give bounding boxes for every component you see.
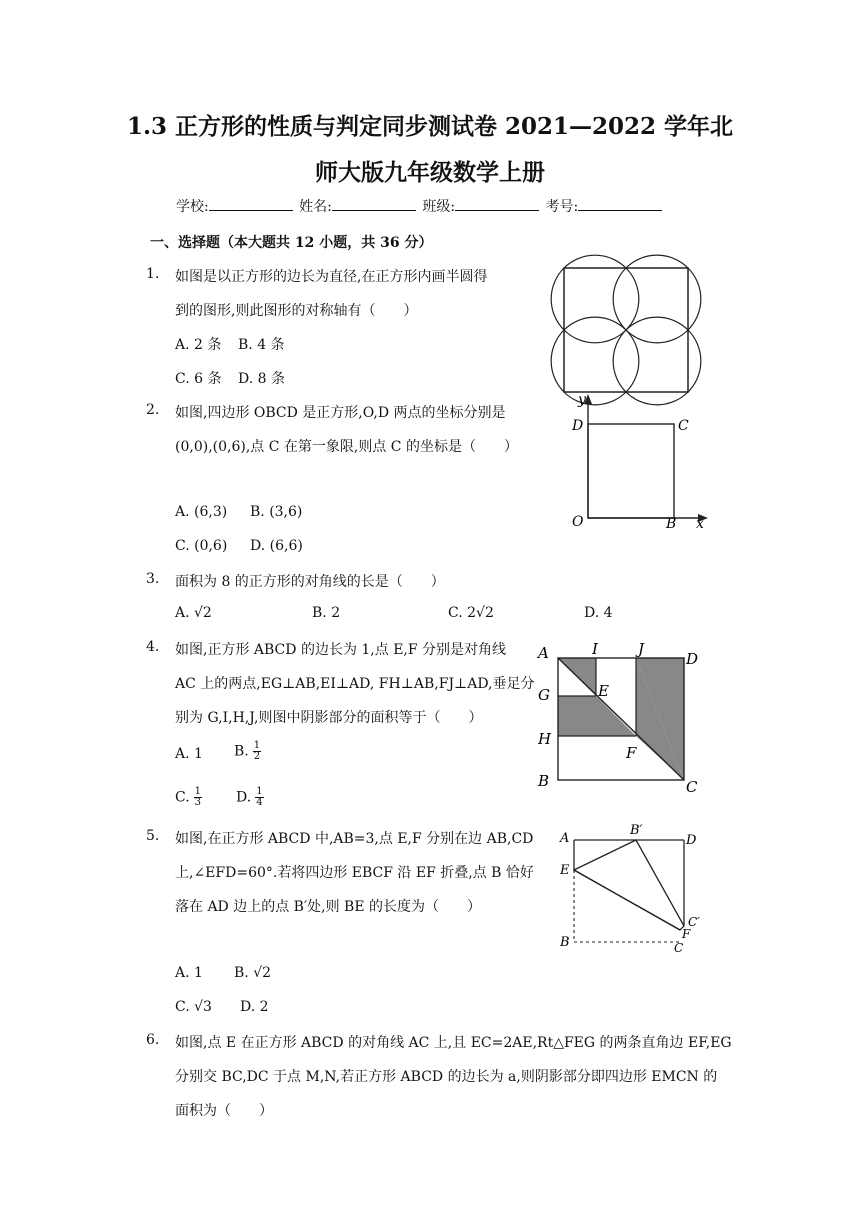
- q4-label-j: J: [638, 640, 645, 658]
- class-blank[interactable]: [455, 198, 539, 211]
- q1-option-c[interactable]: C. 6 条: [175, 371, 222, 387]
- q4-figure-shaded-square: [534, 640, 706, 796]
- student-info-row: [176, 196, 664, 216]
- section-heading: 一、选择题（本大题共 12 小题，共 36 分）: [150, 235, 433, 251]
- school-label: 学校:: [176, 199, 209, 215]
- q5-label-a: A: [560, 831, 570, 846]
- q2-label-b: B: [666, 516, 677, 532]
- q4-label-i: I: [592, 640, 598, 658]
- q4-option-a[interactable]: A. 1: [175, 746, 203, 762]
- q1-number: 1.: [146, 266, 160, 282]
- q2-label-d: D: [572, 418, 584, 434]
- q4-option-d-fraction: $\frac{1}{4}$: [256, 786, 263, 808]
- q4-option-b-letter: B.: [234, 743, 249, 760]
- q2-option-d[interactable]: D. (6,6): [250, 538, 303, 554]
- q4-label-g: G: [538, 686, 550, 704]
- q2-option-c[interactable]: C. (0,6): [175, 538, 228, 554]
- q4-option-c[interactable]: [175, 787, 202, 808]
- q4-option-d-letter: D.: [236, 789, 252, 806]
- q5-option-b[interactable]: [234, 965, 271, 981]
- exam-no-blank[interactable]: [578, 198, 662, 211]
- q5-option-b-value: √2: [253, 965, 272, 981]
- q4-option-b[interactable]: [234, 741, 261, 762]
- q4-label-f: F: [626, 744, 637, 762]
- q4-option-c-fraction: $\frac{1}{3}$: [194, 786, 202, 808]
- q6-stem-line3: 面积为（ ）: [175, 1103, 273, 1119]
- q2-option-a[interactable]: A. (6,3): [175, 504, 228, 520]
- q5-stem-line2: 上,∠EFD=60°.若将四边形 EBCF 沿 EF 折叠,点 B 恰好: [175, 865, 534, 881]
- title-line-2: 师大版九年级数学上册: [315, 159, 545, 186]
- q4-number: 4.: [146, 639, 160, 655]
- q4-option-d[interactable]: [236, 787, 264, 808]
- q4-label-c: C: [686, 778, 698, 796]
- q2-option-b[interactable]: B. (3,6): [250, 504, 303, 520]
- q5-stem-line3: 落在 AD 边上的点 B′处,则 BE 的长度为（ ）: [175, 899, 482, 915]
- q6-stem-line1: 如图,点 E 在正方形 ABCD 的对角线 AC 上,且 EC=2AE,Rt△FEG 的两条直角边 EF,EG: [175, 1035, 732, 1051]
- q4-option-b-fraction: $\frac{1}{2}$: [253, 740, 261, 762]
- q2-stem-line1: 如图,四边形 OBCD 是正方形,O,D 两点的坐标分别是: [175, 405, 506, 421]
- q5-label-b-prime: B′: [630, 823, 643, 838]
- name-label: 姓名:: [299, 199, 332, 215]
- q5-option-b-letter: B.: [234, 965, 249, 981]
- q6-number: 6.: [146, 1032, 160, 1048]
- q1-option-b[interactable]: B. 4 条: [238, 337, 285, 353]
- q2-figure-coordinate-square: [566, 392, 712, 532]
- q4-stem-line2: AC 上的两点,EG⊥AB,EI⊥AD, FH⊥AB,FJ⊥AD,垂足分: [175, 676, 535, 692]
- q5-stem-line1: 如图,在正方形 ABCD 中,AB=3,点 E,F 分别在边 AB,CD: [175, 831, 534, 847]
- q4-label-b: B: [538, 772, 550, 790]
- exam-no-label: 考号:: [545, 199, 579, 215]
- q4-label-a: A: [538, 644, 549, 662]
- q4-label-h: H: [538, 730, 552, 748]
- q1-option-a[interactable]: A. 2 条: [175, 337, 222, 353]
- q2-label-o: O: [572, 514, 584, 530]
- q1-stem-line2: 到的图形,则此图形的对称轴有（ ）: [175, 303, 418, 319]
- q6-stem-line2: 分别交 BC,DC 于点 M,N,若正方形 ABCD 的边长为 a,则阴影部分即四边形 EMCN 的: [175, 1069, 718, 1085]
- q5-number: 5.: [146, 828, 160, 844]
- q1-figure-four-petal-square: [562, 266, 690, 394]
- school-blank[interactable]: [209, 198, 293, 211]
- name-blank[interactable]: [332, 198, 416, 211]
- q5-label-b: B: [560, 935, 570, 950]
- q3-option-c[interactable]: C. 2√2: [448, 605, 494, 621]
- q4-label-e: E: [598, 682, 609, 700]
- q3-option-a-value: √2: [194, 605, 212, 621]
- q3-stem: 面积为 8 的正方形的对角线的长是（ ）: [175, 574, 445, 590]
- q5-label-e: E: [560, 863, 570, 878]
- q3-option-b[interactable]: B. 2: [312, 605, 341, 621]
- q3-number: 3.: [146, 571, 160, 587]
- q5-option-c-value: √3: [194, 999, 212, 1015]
- q2-stem-line2: (0,0),(0,6),点 C 在第一象限,则点 C 的坐标是（ ）: [175, 439, 518, 455]
- q4-stem-line1: 如图,正方形 ABCD 的边长为 1,点 E,F 分别是对角线: [175, 642, 507, 658]
- q2-label-x: x: [696, 516, 704, 532]
- q2-number: 2.: [146, 402, 160, 418]
- q1-stem-line1: 如图是以正方形的边长为直径,在正方形内画半圆得: [175, 269, 488, 285]
- q1-option-d[interactable]: D. 8 条: [238, 371, 285, 387]
- q5-figure-folded-square: [556, 818, 716, 958]
- q3-option-a[interactable]: [175, 605, 212, 621]
- title-line-1: 1.3 正方形的性质与判定同步测试卷 2021—2022 学年北: [126, 113, 734, 140]
- q5-label-d: D: [686, 833, 697, 848]
- class-label: 班级:: [422, 199, 456, 215]
- q5-option-a[interactable]: A. 1: [175, 965, 203, 981]
- q5-option-c-letter: C.: [175, 999, 190, 1015]
- q4-stem-line3: 别为 G,I,H,J,则图中阴影部分的面积等于（ ）: [175, 710, 483, 726]
- q2-label-c: C: [678, 418, 689, 434]
- q5-option-d[interactable]: D. 2: [240, 999, 269, 1015]
- q4-option-c-letter: C.: [175, 789, 190, 806]
- q5-label-f: F: [682, 927, 691, 941]
- q2-label-y: y: [578, 392, 586, 408]
- q5-label-c: C: [674, 941, 684, 955]
- q3-option-a-letter: A.: [175, 605, 190, 621]
- q5-option-c[interactable]: [175, 999, 212, 1015]
- q5-label-c-prime: C′: [688, 915, 700, 929]
- q3-option-d[interactable]: D. 4: [584, 605, 613, 621]
- q4-label-d: D: [686, 650, 699, 668]
